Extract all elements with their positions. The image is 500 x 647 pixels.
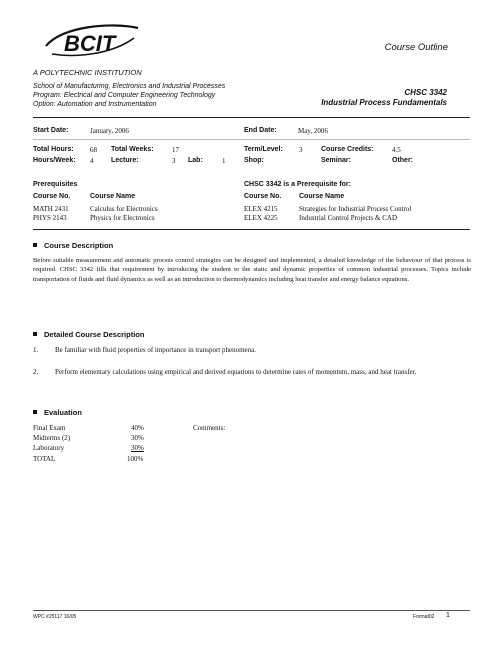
item-number: 1. xyxy=(33,346,39,354)
total-hours-value: 68 xyxy=(90,146,97,154)
evaluation-item-label: Laboratory xyxy=(33,444,65,452)
prereq-for-heading: CHSC 3342 is a Prerequisite for: xyxy=(244,181,351,188)
prereq-row-no: PHYS 2143 xyxy=(33,214,67,222)
prereq-for-row-name: Strategies for Industrial Process Control xyxy=(299,205,412,213)
course-credits-label: Course Credits: xyxy=(321,146,374,153)
total-hours-label: Total Hours: xyxy=(33,146,74,153)
start-date-label: Start Date: xyxy=(33,127,69,134)
lab-label: Lab: xyxy=(188,157,203,164)
prereq-for-row-no: ELEX 4225 xyxy=(244,214,278,222)
program-info xyxy=(33,82,225,109)
detailed-description-heading: Detailed Course Description xyxy=(33,330,144,339)
prerequisites-heading: Prerequisites xyxy=(33,181,78,188)
start-date-value: January, 2006 xyxy=(90,127,129,135)
institution-tagline: A POLYTECHNIC INSTITUTION xyxy=(33,68,142,77)
course-title: Industrial Process Fundamentals xyxy=(321,98,447,107)
page-number: 1 xyxy=(446,612,450,619)
course-heading xyxy=(321,88,447,108)
evaluation-item-value: 30% xyxy=(131,444,144,452)
bcit-logo xyxy=(42,20,142,64)
evaluation-item-value: 30% xyxy=(131,434,144,442)
total-weeks-value: 17 xyxy=(172,146,179,154)
prereq-row-name: Physics for Electronics xyxy=(90,214,155,222)
evaluation-item-value: 40% xyxy=(131,424,144,432)
lecture-label: Lecture: xyxy=(111,157,139,164)
evaluation-item-label: Midterms (2) xyxy=(33,434,71,442)
seminar-label: Seminar: xyxy=(321,157,351,164)
prereq-row-no: MATH 2431 xyxy=(33,205,69,213)
course-description-text: Before suitable measurement and automatic process control strategies can be designed and implemented, a detailed knowledge of the behaviour of that process is required. CHSC 3342 fills that requirement by introducing the student to the static and dynamic properties of common industrial processes. Topics include transportation of fluids and fluid dynamics as well as an introduction to thermodynamics including heat transfer and energy balance equations. xyxy=(33,257,471,283)
footer-doc-id: WPC #25117 10/05 xyxy=(33,614,77,620)
school-name: School of Manufacturing, Electronics and Industrial Processes xyxy=(33,83,226,90)
course-description-heading: Course Description xyxy=(33,241,113,250)
course-code: CHSC 3342 xyxy=(404,88,447,97)
total-weeks-label: Total Weeks: xyxy=(111,146,154,153)
evaluation-total-value: 100% xyxy=(127,455,144,463)
prereq-for-col-course-no: Course No. xyxy=(244,193,282,200)
lecture-value: 3 xyxy=(172,157,176,165)
evaluation-total-label: TOTAL xyxy=(33,455,56,463)
hours-week-label: Hours/Week: xyxy=(33,157,76,164)
comments-label: Comments: xyxy=(193,424,226,432)
prereq-for-col-course-name: Course Name xyxy=(299,193,345,200)
info-divider xyxy=(33,139,470,140)
hours-week-value: 4 xyxy=(90,157,94,165)
evaluation-heading: Evaluation xyxy=(33,408,82,417)
section-divider xyxy=(33,229,470,230)
footer-divider xyxy=(33,610,470,611)
item-text: Be familiar with fluid properties of importance in transport phenomena. xyxy=(55,346,256,354)
end-date-value: May, 2006 xyxy=(298,127,328,135)
program-name: Program: Electrical and Computer Engineering Technology xyxy=(33,92,216,99)
prereq-for-row-no: ELEX 4215 xyxy=(244,205,278,213)
shop-label: Shop: xyxy=(244,157,264,164)
prereq-col-course-no: Course No. xyxy=(33,193,71,200)
item-number: 2. xyxy=(33,368,39,376)
option-name: Option: Automation and Instrumentation xyxy=(33,101,157,108)
evaluation-item-label: Final Exam xyxy=(33,424,66,432)
course-credits-value: 4.5 xyxy=(392,146,401,154)
end-date-label: End Date: xyxy=(244,127,277,134)
document-type: Course Outline xyxy=(384,42,448,53)
svg-text:BCIT: BCIT xyxy=(64,31,116,56)
term-level-value: 3 xyxy=(299,146,303,154)
term-level-label: Term/Level: xyxy=(244,146,283,153)
footer-format: Format02 xyxy=(413,614,435,620)
lab-value: 1 xyxy=(222,157,226,165)
item-text: Perform elementary calculations using empirical and derived equations to determine rates of momentum, mass, and heat transfer. xyxy=(55,368,417,376)
prereq-row-name: Calculus for Electronics xyxy=(90,205,158,213)
other-label: Other: xyxy=(392,157,413,164)
header-divider xyxy=(33,117,470,118)
prereq-col-course-name: Course Name xyxy=(90,193,136,200)
prereq-for-row-name: Industrial Control Projects & CAD xyxy=(299,214,397,222)
